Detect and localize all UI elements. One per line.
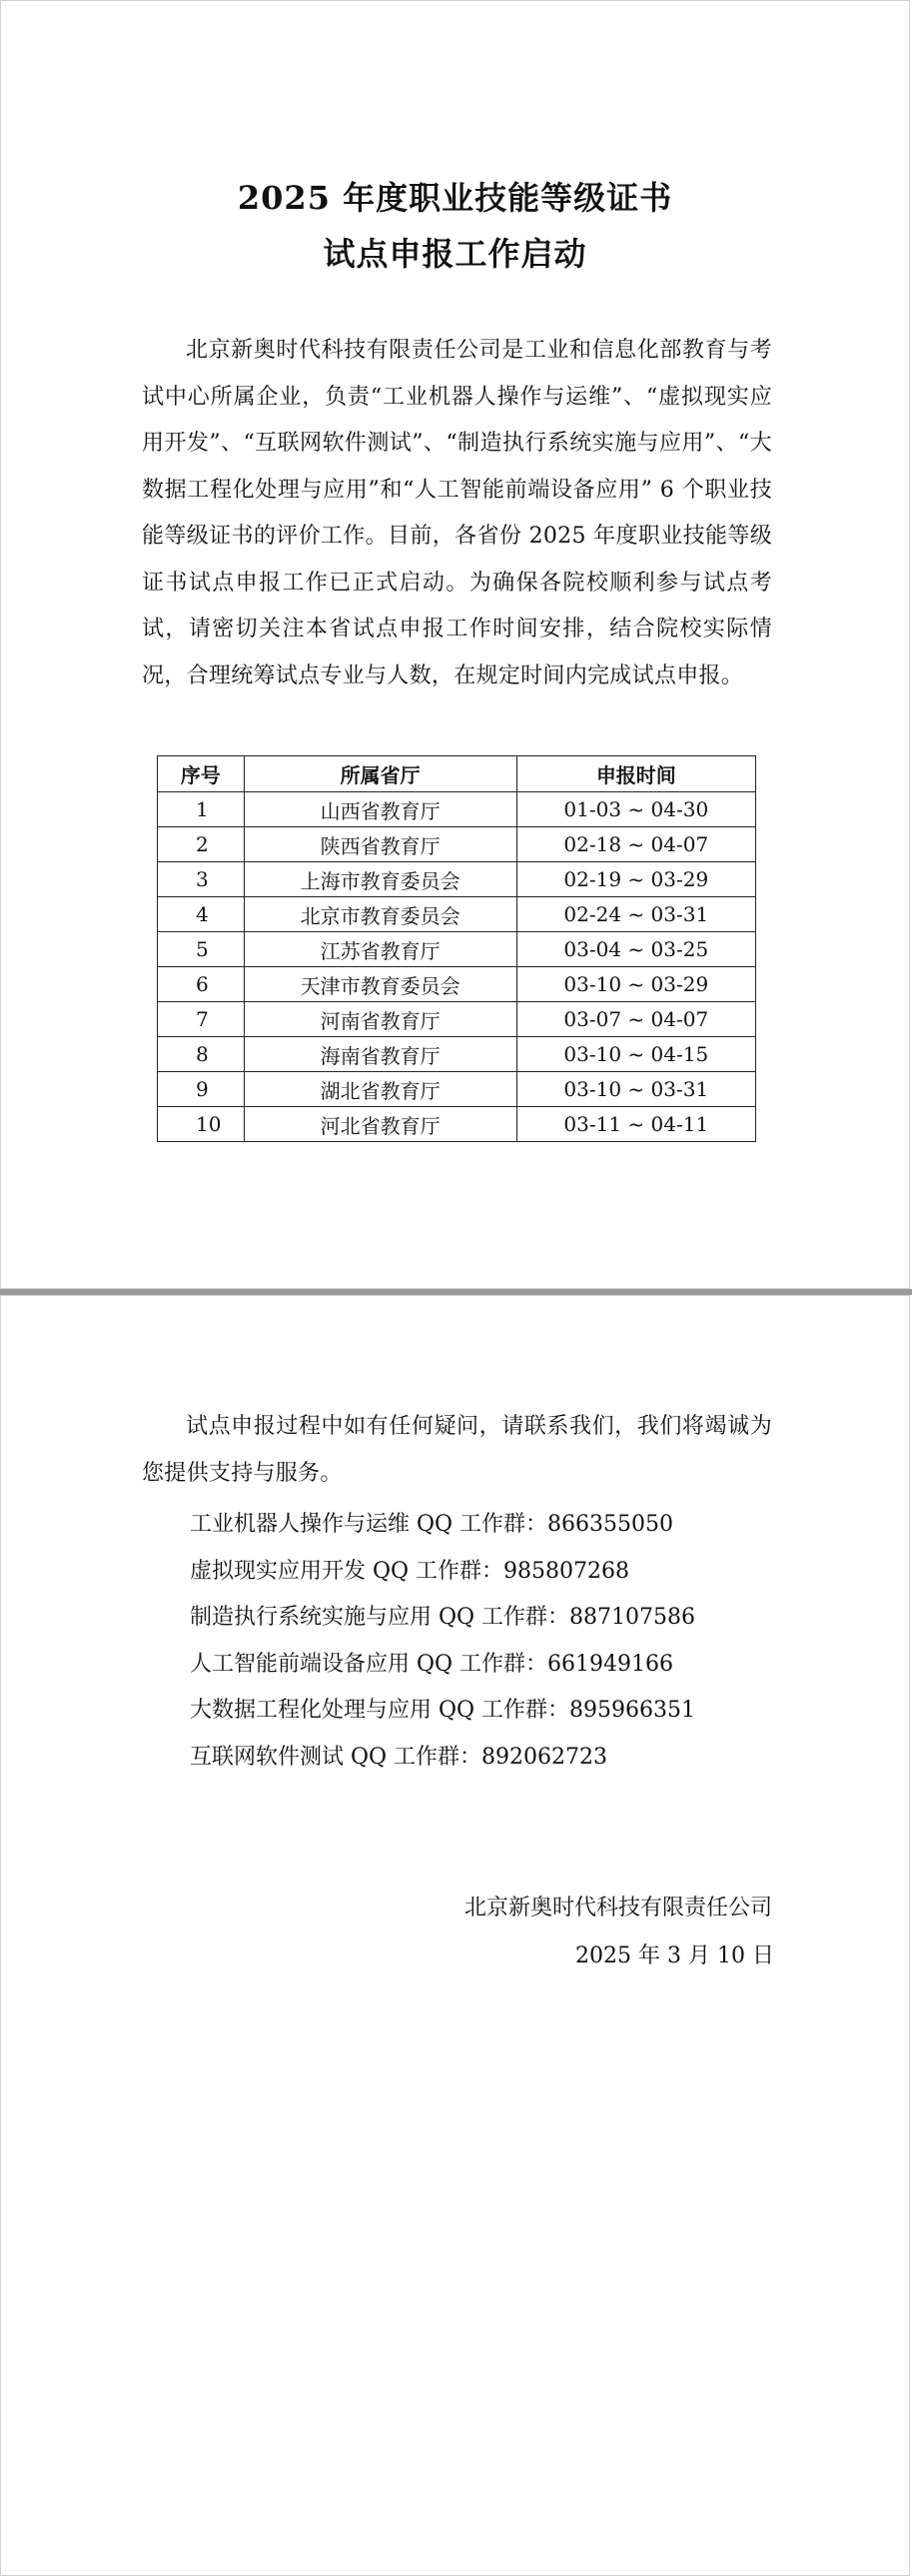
table-row — [158, 1072, 756, 1107]
table-row — [158, 1107, 756, 1142]
row-province: 江苏省教育厅 — [244, 932, 516, 967]
document-title-line-1: 2025 年度职业技能等级证书 — [237, 179, 673, 217]
qq-group-item: 虚拟现实应用开发 QQ 工作群：985807268 — [190, 1558, 630, 1584]
header-province: 所属省厅 — [244, 756, 516, 792]
table-row — [158, 932, 756, 967]
row-province: 海南省教育厅 — [244, 1037, 516, 1072]
row-number: 8 — [158, 1037, 245, 1072]
row-period: 03-04 ~ 03-25 — [516, 932, 755, 967]
signature-date: 2025 年 3 月 10 日 — [575, 1943, 774, 1968]
row-number: 1 — [158, 792, 245, 827]
row-period: 03-10 ~ 03-29 — [516, 967, 755, 1002]
header-period: 申报时间 — [516, 756, 755, 792]
row-number: 7 — [158, 1002, 245, 1037]
row-province: 上海市教育委员会 — [244, 862, 516, 897]
row-province: 湖北省教育厅 — [244, 1072, 516, 1107]
support-paragraph: 试点申报过程中如有任何疑问，请联系我们，我们将竭诚为您提供支持与服务。 — [142, 1414, 772, 1486]
row-period: 02-18 ~ 04-07 — [516, 827, 755, 862]
row-period: 03-10 ~ 03-31 — [516, 1072, 755, 1107]
row-province: 天津市教育委员会 — [244, 967, 516, 1002]
row-number: 6 — [158, 967, 245, 1002]
row-number: 5 — [158, 932, 245, 967]
row-province: 山西省教育厅 — [244, 792, 516, 827]
table-row — [158, 967, 756, 1002]
header-number: 序号 — [158, 756, 245, 792]
row-number: 2 — [158, 827, 245, 862]
table-row — [158, 792, 756, 827]
table-header-row — [158, 756, 756, 792]
qq-group-item: 互联网软件测试 QQ 工作群：892062723 — [190, 1744, 608, 1770]
table-row — [158, 827, 756, 862]
row-province: 河南省教育厅 — [244, 1002, 516, 1037]
row-province: 陕西省教育厅 — [244, 827, 516, 862]
table-row — [158, 862, 756, 897]
qq-group-list — [190, 1502, 789, 1781]
row-province: 北京市教育委员会 — [244, 897, 516, 932]
schedule-table — [157, 755, 756, 1142]
qq-group-item: 人工智能前端设备应用 QQ 工作群：661949166 — [190, 1651, 674, 1677]
row-period: 02-19 ~ 03-29 — [516, 862, 755, 897]
qq-group-item: 大数据工程化处理与应用 QQ 工作群：895966351 — [190, 1698, 696, 1723]
signature-company: 北京新奥时代科技有限责任公司 — [463, 1896, 772, 1921]
qq-group-item: 制造执行系统实施与应用 QQ 工作群：887107586 — [190, 1605, 696, 1630]
row-number: 9 — [158, 1072, 245, 1107]
row-number: 10 — [158, 1107, 245, 1142]
qq-group-item: 工业机器人操作与运维 QQ 工作群：866355050 — [190, 1512, 674, 1537]
row-period: 02-24 ~ 03-31 — [516, 897, 755, 932]
row-period: 03-11 ~ 04-11 — [516, 1107, 755, 1142]
table-row — [158, 897, 756, 932]
intro-paragraph: 北京新奥时代科技有限责任公司是工业和信息化部教育与考试中心所属企业，负责“工业机器人操作与运维”、“虚拟现实应用开发”、“互联网软件测试”、“制造执行系统实施与应用”、“大数据工程化处理与应用”和“人工智能前端设备应用” 6 个职业技能等级证书的评价工作。目前，各省份 2025 年度职业技能等级证书试点申报工作已正式启动。为确保各院校顺利参与试点考试，请密切关注本省试点申报工作时间安排，结合院校实际情况，合理统筹试点专业与人数，在规定时间内完成试点申报。 — [142, 338, 772, 688]
row-period: 03-07 ~ 04-07 — [516, 1002, 755, 1037]
row-period: 03-10 ~ 04-15 — [516, 1037, 755, 1072]
row-province: 河北省教育厅 — [244, 1107, 516, 1142]
row-number: 4 — [158, 897, 245, 932]
table-row — [158, 1002, 756, 1037]
row-period: 01-03 ~ 04-30 — [516, 792, 755, 827]
table-row — [158, 1037, 756, 1072]
document-title-line-2: 试点申报工作启动 — [323, 235, 587, 273]
row-number: 3 — [158, 862, 245, 897]
